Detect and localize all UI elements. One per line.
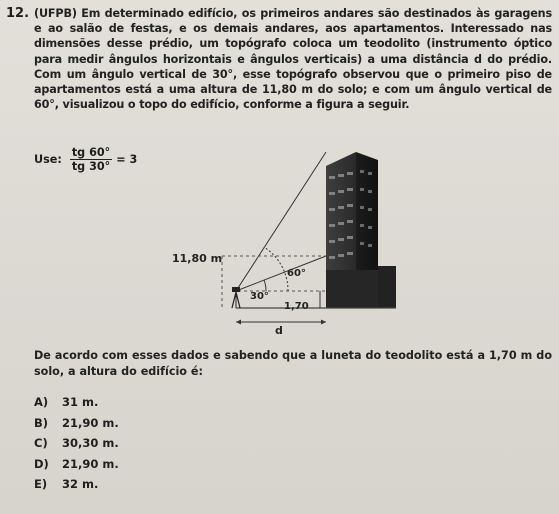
building-figure <box>160 148 420 338</box>
option-letter: A) <box>34 395 49 409</box>
option-letter: B) <box>34 415 49 430</box>
angle-arc-30 <box>264 280 266 291</box>
option-text: 32 m. <box>62 477 99 491</box>
fraction-result: = 3 <box>116 153 138 166</box>
height-label: 11,80 m <box>172 252 223 265</box>
option-letter: D) <box>34 456 49 471</box>
angle-30-label: 30° <box>250 291 269 302</box>
option-letter: E) <box>34 477 48 491</box>
sight-line-60 <box>236 152 326 291</box>
angle-60-label: 60° <box>287 268 306 279</box>
option-text: 21,90 m. <box>62 415 119 430</box>
use-hint <box>34 146 137 173</box>
option-text: 31 m. <box>62 395 99 409</box>
option-c[interactable] <box>34 433 119 454</box>
instrument-height-label: 1,70 <box>284 301 309 312</box>
answer-options <box>34 392 119 495</box>
building <box>326 152 396 308</box>
option-letter: C) <box>34 436 48 450</box>
distance-label: d <box>275 324 283 337</box>
option-e[interactable] <box>34 474 119 495</box>
sight-line-30 <box>236 256 326 291</box>
question-number: 12. <box>6 6 30 21</box>
fraction-denominator: tg 30° <box>71 160 111 173</box>
use-label: Use: <box>34 153 62 166</box>
question-post-text: De acordo com esses dados e sabendo que a luneta do teodolito está a 1,70 m do solo, a altura do edifício é: <box>34 349 552 378</box>
option-d[interactable] <box>34 454 119 475</box>
angle-arc-60 <box>264 247 288 291</box>
option-text: 30,30 m. <box>62 436 119 450</box>
option-b[interactable] <box>34 413 119 434</box>
option-text: 21,90 m. <box>62 456 119 471</box>
option-a[interactable] <box>34 392 119 413</box>
fraction-numerator: tg 60° <box>71 146 111 159</box>
theodolite-icon <box>232 287 240 308</box>
question-statement: (UFPB) Em determinado edifício, os primeiros andares são destinados às garagens e ao salão de festas, e os demais andares, aos apartamentos. Interessado nas dimensões desse prédio, um topógrafo coloca um teodolito (instrumento óptico para medir ângulos horizontais e ângulos verticais) a uma distância d do prédio. Com um ângulo vertical de 30°, esse topógrafo observou que o primeiro piso de apartamentos está a uma altura de 11,80 m do solo; e com um ângulo vertical de 60°, visualizou o topo do edifício, conforme a figura a seguir. <box>34 7 552 112</box>
tangent-fraction <box>70 146 112 173</box>
